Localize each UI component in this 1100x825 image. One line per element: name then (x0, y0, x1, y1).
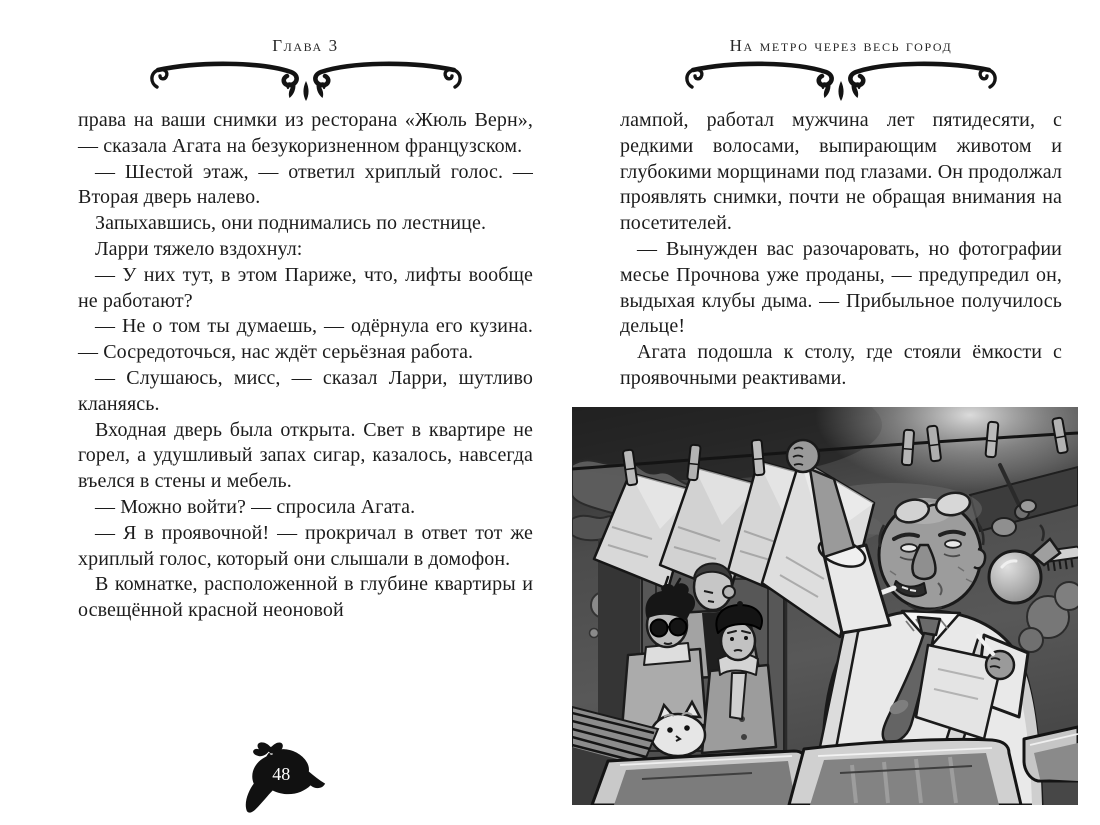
page-number: 48 (272, 764, 291, 785)
paragraph: В комнатке, расположенной в глубине квартиры и освещённой красной неоновой (78, 573, 533, 622)
running-head-right: На метро через весь город (729, 36, 953, 55)
right-page-text (620, 108, 1062, 392)
chapter-divider-flourish (141, 57, 471, 103)
illustration-frame (572, 407, 1078, 805)
paragraph: права на ваши снимки из ресторана «Жюль Верн», — сказала Агата на безукоризненном французском. (78, 109, 533, 157)
paragraph: — У них тут, в этом Париже, что, лифты вообще не работают? (78, 263, 533, 312)
left-page (78, 36, 533, 624)
tray-center (789, 739, 1021, 805)
paragraph: — Шестой этаж, — ответил хриплый голос. — Вторая дверь налево. (78, 160, 533, 209)
paragraph: Агата подошла к столу, где стояли ёмкости с проявочными реактивами. (620, 341, 1062, 389)
paragraph: — Слушаюсь, мисс, — сказал Ларри, шутливо кланяясь. (78, 366, 533, 415)
page-number-hat-icon (240, 735, 326, 815)
paragraph: — Можно войти? — спросила Агата. (95, 495, 416, 518)
paragraph: лампой, работал мужчина лет пятидесяти, с редкими волосами, выпирающим животом и глубокими морщинами под глазами. Он продолжал проявлять снимки, почти не обращая внимания на посетителей. (620, 109, 1062, 235)
paragraph: — Я в проявочной! — прокричал в ответ тот же хриплый голос, который они слышали в домофон. (78, 521, 533, 570)
darkroom-illustration (572, 407, 1078, 805)
running-head-left: Глава 3 (272, 36, 339, 55)
tray-left (592, 751, 810, 805)
paragraph: Ларри тяжело вздохнул: (95, 237, 303, 260)
paragraph: — Не о том ты думаешь, — одёрнула его кузина. — Сосредоточься, нас ждёт серьёзная работа. (78, 315, 533, 364)
paragraph: Входная дверь была открыта. Свет в квартире не горел, а удушливый запах сигар, казалось, навсегда въелся в стены и мебель. (78, 418, 533, 493)
chapter-divider-flourish (676, 57, 1006, 103)
right-page (620, 36, 1062, 392)
left-page-text (78, 108, 533, 624)
paragraph: Запыхавшись, они поднимались по лестнице. (95, 212, 487, 235)
paragraph: — Вынужден вас разочаровать, но фотографии месье Прочнова уже проданы, — предупредил он, выдыхая клубы дыма. — Прибыльное получилось дельце! (620, 237, 1062, 338)
